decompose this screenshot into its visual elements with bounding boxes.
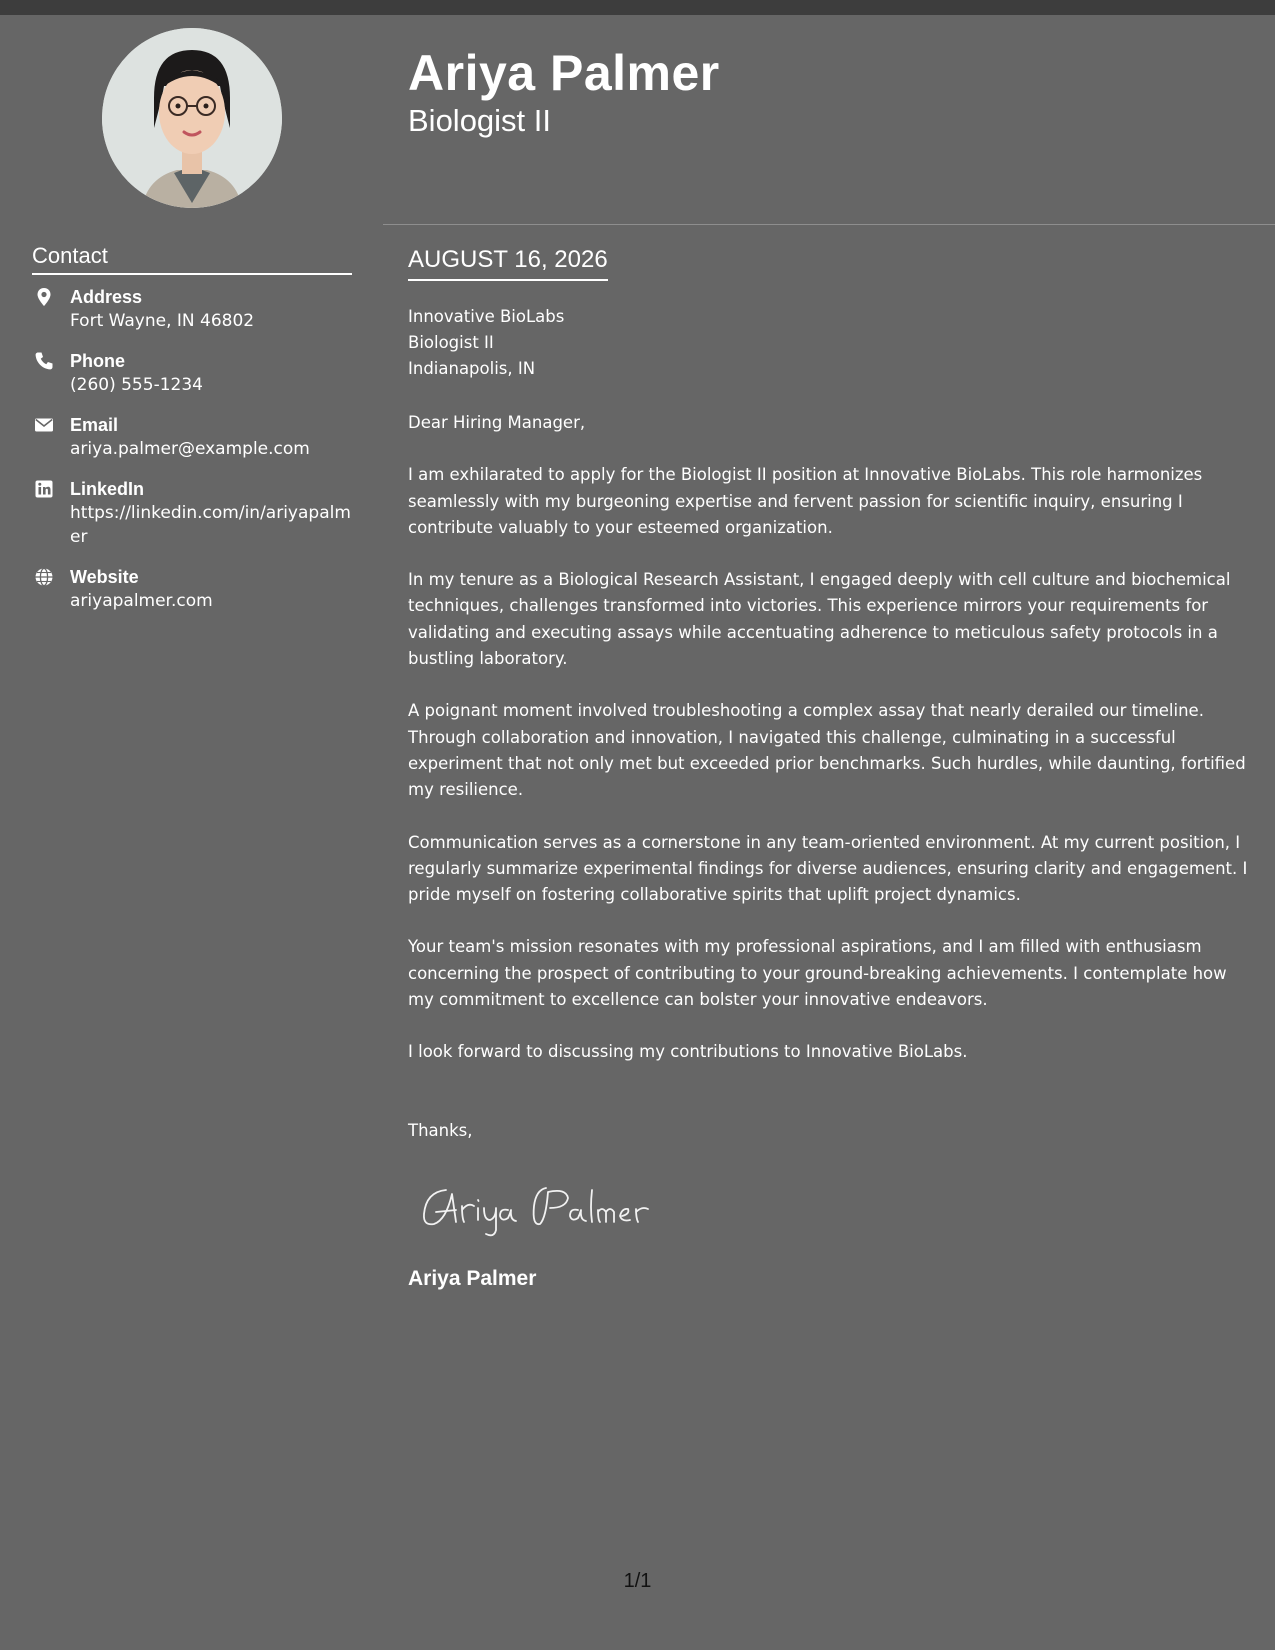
contact-label: Address	[70, 287, 143, 307]
contact-label: Website	[70, 567, 139, 587]
letter-paragraph: I look forward to discussing my contributions to Innovative BioLabs.	[408, 1042, 968, 1062]
map-pin-icon	[34, 287, 54, 307]
linkedin-icon	[34, 479, 54, 499]
contact-value[interactable]: ariya.palmer@example.com	[70, 439, 310, 459]
greeting: Dear Hiring Manager,	[408, 413, 586, 432]
handwritten-signature	[416, 1178, 676, 1238]
contact-address	[32, 285, 352, 333]
page-number: 1/1	[623, 1570, 652, 1592]
header-divider	[383, 224, 1275, 225]
contact-email	[32, 413, 352, 461]
recipient-location: Indianapolis, IN	[408, 359, 536, 378]
letter-paragraph: Communication serves as a cornerstone in any team-oriented environment. At my current position, I regularly summarize experimental findings for diverse audiences, ensuring clarity and engagement. I pride myself on fostering collaborative spirits that uplift project dynamics.	[408, 832, 1248, 905]
contact-value: (260) 555-1234	[70, 375, 203, 395]
contact-value: Fort Wayne, IN 46802	[70, 311, 255, 331]
contact-list	[32, 285, 352, 629]
globe-icon	[34, 567, 54, 587]
contact-value[interactable]: ariyapalmer.com	[70, 591, 213, 611]
contact-website	[32, 565, 352, 613]
letter-paragraph: Your team's mission resonates with my professional aspirations, and I am filled with enthusiasm concerning the prospect of contributing to your ground-breaking achievements. I contemplate how my commitment to excellence can bolster your innovative endeavors.	[408, 937, 1227, 1010]
closing: Thanks,	[408, 1120, 473, 1140]
recipient-block	[408, 304, 1248, 382]
profile-photo	[102, 28, 282, 208]
applicant-title: Biologist II	[408, 103, 552, 138]
contact-label: Email	[70, 415, 119, 435]
applicant-name: Ariya Palmer	[408, 45, 720, 101]
letter-paragraph: I am exhilarated to apply for the Biologist II position at Innovative BioLabs. This role harmonizes seamlessly with my burgeoning expertise and fervent passion for scientific inquiry, ensuring I contribute valuably to your esteemed organization.	[408, 465, 1203, 537]
contact-heading: Contact	[32, 243, 352, 275]
cover-letter-page	[0, 15, 1275, 1650]
letter-paragraph: In my tenure as a Biological Research Assistant, I engaged deeply with cell culture and biochemical techniques, challenges transformed into victories. This experience mirrors your requirements for validating and executing assays while accentuating adherence to meticulous safety protocols in a bustling laboratory.	[408, 570, 1231, 669]
contact-linkedin	[32, 477, 352, 549]
window-top-bar	[0, 0, 1275, 15]
contact-label: LinkedIn	[70, 479, 145, 499]
letter-body	[408, 304, 1248, 1144]
recipient-position: Biologist II	[408, 333, 494, 352]
phone-icon	[34, 351, 54, 371]
contact-phone	[32, 349, 352, 397]
contact-value[interactable]: https://linkedin.com/in/ariyapalmer	[70, 503, 351, 547]
signed-name: Ariya Palmer	[408, 1267, 537, 1290]
envelope-icon	[34, 415, 54, 435]
letter-paragraph: A poignant moment involved troubleshooting a complex assay that nearly derailed our timeline. Through collaboration and innovation, I navigated this challenge, culminating in a successful experiment that not only met but exceeded prior benchmarks. Such hurdles, while daunting, fortified my resilience.	[408, 701, 1246, 800]
letter-date: AUGUST 16, 2026	[408, 245, 608, 281]
contact-label: Phone	[70, 351, 126, 371]
recipient-company: Innovative BioLabs	[408, 307, 565, 326]
